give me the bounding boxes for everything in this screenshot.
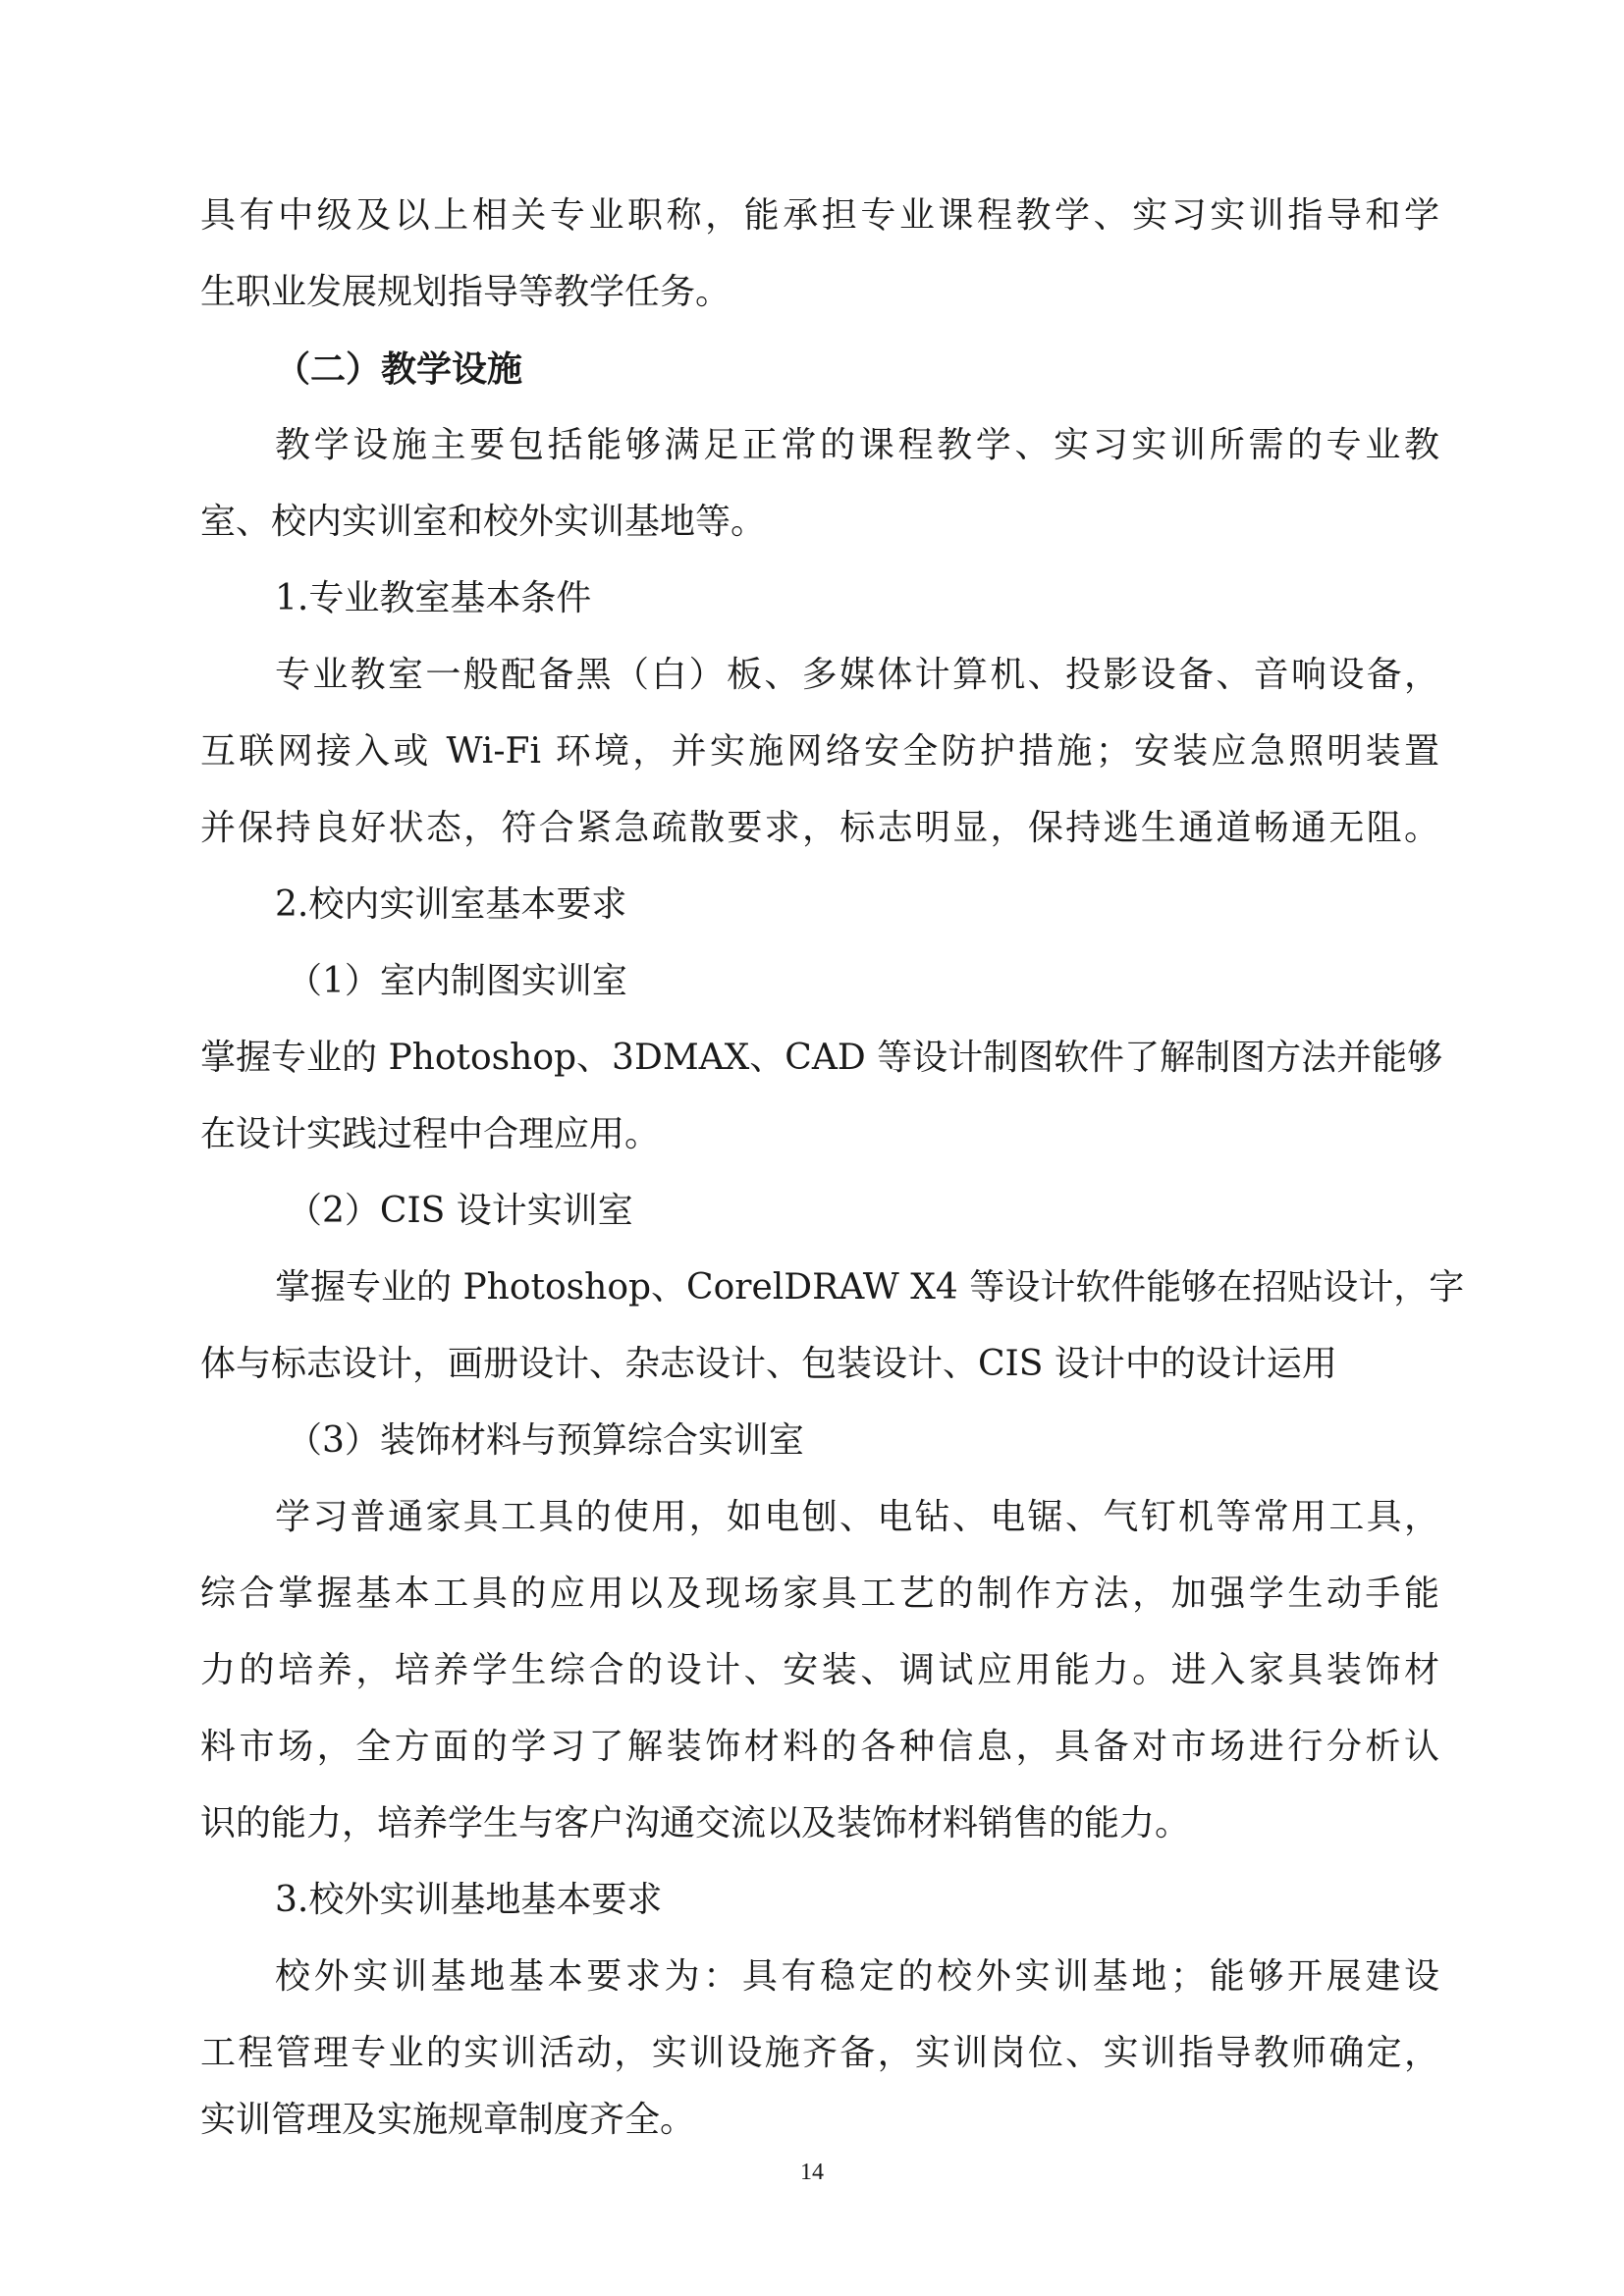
paragraph-line: 互联网接入或 Wi-Fi 环境，并实施网络安全防护措施；安装应急照明装置 (200, 731, 1439, 772)
paragraph-line: 工程管理专业的实训活动，实训设施齐备，实训岗位、实训指导教师确定， (200, 2033, 1439, 2073)
item-heading: （2）CIS 设计实训室 (287, 1191, 633, 1231)
paragraph-line: 体与标志设计，画册设计、杂志设计、包装设计、CIS 设计中的设计运用 (200, 1344, 1337, 1384)
paragraph-line: 识的能力，培养学生与客户沟通交流以及装饰材料销售的能力。 (200, 1803, 1191, 1843)
paragraph-line: 具有中级及以上相关专业职称，能承担专业课程教学、实习实训指导和学 (200, 195, 1439, 236)
item-heading: （3）装饰材料与预算综合实训室 (287, 1420, 804, 1461)
paragraph-line: 专业教室一般配备黑（白）板、多媒体计算机、投影设备、音响设备， (275, 655, 1439, 695)
section-heading: （二）教学设施 (275, 348, 523, 390)
paragraph-line: 教学设施主要包括能够满足正常的课程教学、实习实训所需的专业教 (275, 425, 1439, 465)
paragraph-line: 学习普通家具工具的使用，如电刨、电钻、电锯、气钉机等常用工具， (275, 1497, 1439, 1537)
subsection-heading: 3.校外实训基地基本要求 (275, 1880, 663, 1920)
paragraph-line: 力的培养，培养学生综合的设计、安装、调试应用能力。进入家具装饰材 (200, 1650, 1439, 1690)
paragraph-line: 并保持良好状态，符合紧急疏散要求，标志明显，保持逃生通道畅通无阻。 (200, 808, 1439, 848)
paragraph-line: 在设计实践过程中合理应用。 (200, 1114, 661, 1154)
paragraph-line: 掌握专业的 Photoshop、CorelDRAW X4 等设计软件能够在招贴设计，字 (275, 1267, 1465, 1308)
subsection-heading: 2.校内实训室基本要求 (275, 884, 627, 925)
item-heading: （1）室内制图实训室 (287, 961, 627, 1001)
subsection-heading: 1.专业教室基本条件 (275, 578, 592, 618)
paragraph-line: 校外实训基地基本要求为：具有稳定的校外实训基地；能够开展建设 (275, 1956, 1439, 1997)
paragraph-line: 室、校内实训室和校外实训基地等。 (200, 502, 767, 542)
paragraph-line: 实训管理及实施规章制度齐全。 (200, 2100, 696, 2140)
paragraph-line: 料市场，全方面的学习了解装饰材料的各种信息，具备对市场进行分析认 (200, 1727, 1439, 1767)
page-number: 14 (800, 2160, 824, 2185)
paragraph-line: 综合掌握基本工具的应用以及现场家具工艺的制作方法，加强学生动手能 (200, 1574, 1439, 1614)
paragraph-line: 掌握专业的 Photoshop、3DMAX、CAD 等设计制图软件了解制图方法并能够 (200, 1038, 1443, 1078)
paragraph-line: 生职业发展规划指导等教学任务。 (200, 272, 731, 312)
